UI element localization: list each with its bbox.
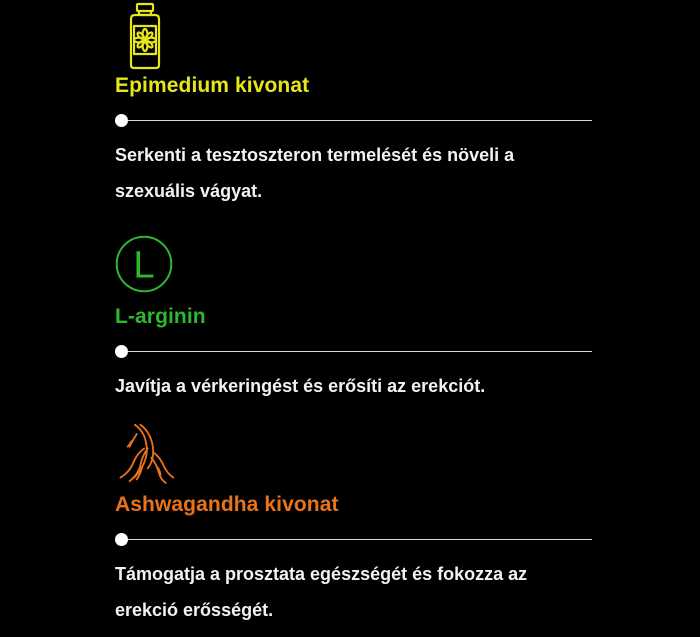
ingredient-epimedium: [115, 2, 595, 209]
ingredient-description: Támogatja a prosztata egészségét és fokozza az erekció erősségét.: [115, 564, 528, 620]
ingredient-l-arginin: [115, 229, 595, 404]
divider-dot: [115, 345, 128, 358]
ingredient-description: Javítja a vérkeringést és erősíti az erekciót.: [115, 376, 486, 396]
divider-slider: [115, 344, 592, 360]
icon-letter: L: [133, 243, 155, 287]
divider-dot: [115, 114, 128, 127]
ingredient-title: Ashwagandha kivonat: [115, 493, 339, 516]
circle-letter-l-icon: [114, 229, 174, 299]
divider-line: [121, 539, 592, 540]
divider-slider: [115, 113, 592, 129]
ingredient-ashwagandha: [115, 418, 595, 628]
bottle-flower-icon: [115, 2, 175, 72]
divider-line: [121, 120, 592, 121]
divider-slider: [115, 532, 592, 548]
ingredient-title: L-arginin: [115, 305, 206, 328]
ginseng-root-icon: [115, 418, 175, 488]
divider-dot: [115, 533, 128, 546]
divider-line: [121, 351, 592, 352]
ingredient-title: Epimedium kivonat: [115, 74, 310, 97]
ingredient-description: Serkenti a tesztoszteron termelését és növeli a szexuális vágyat.: [115, 145, 515, 201]
